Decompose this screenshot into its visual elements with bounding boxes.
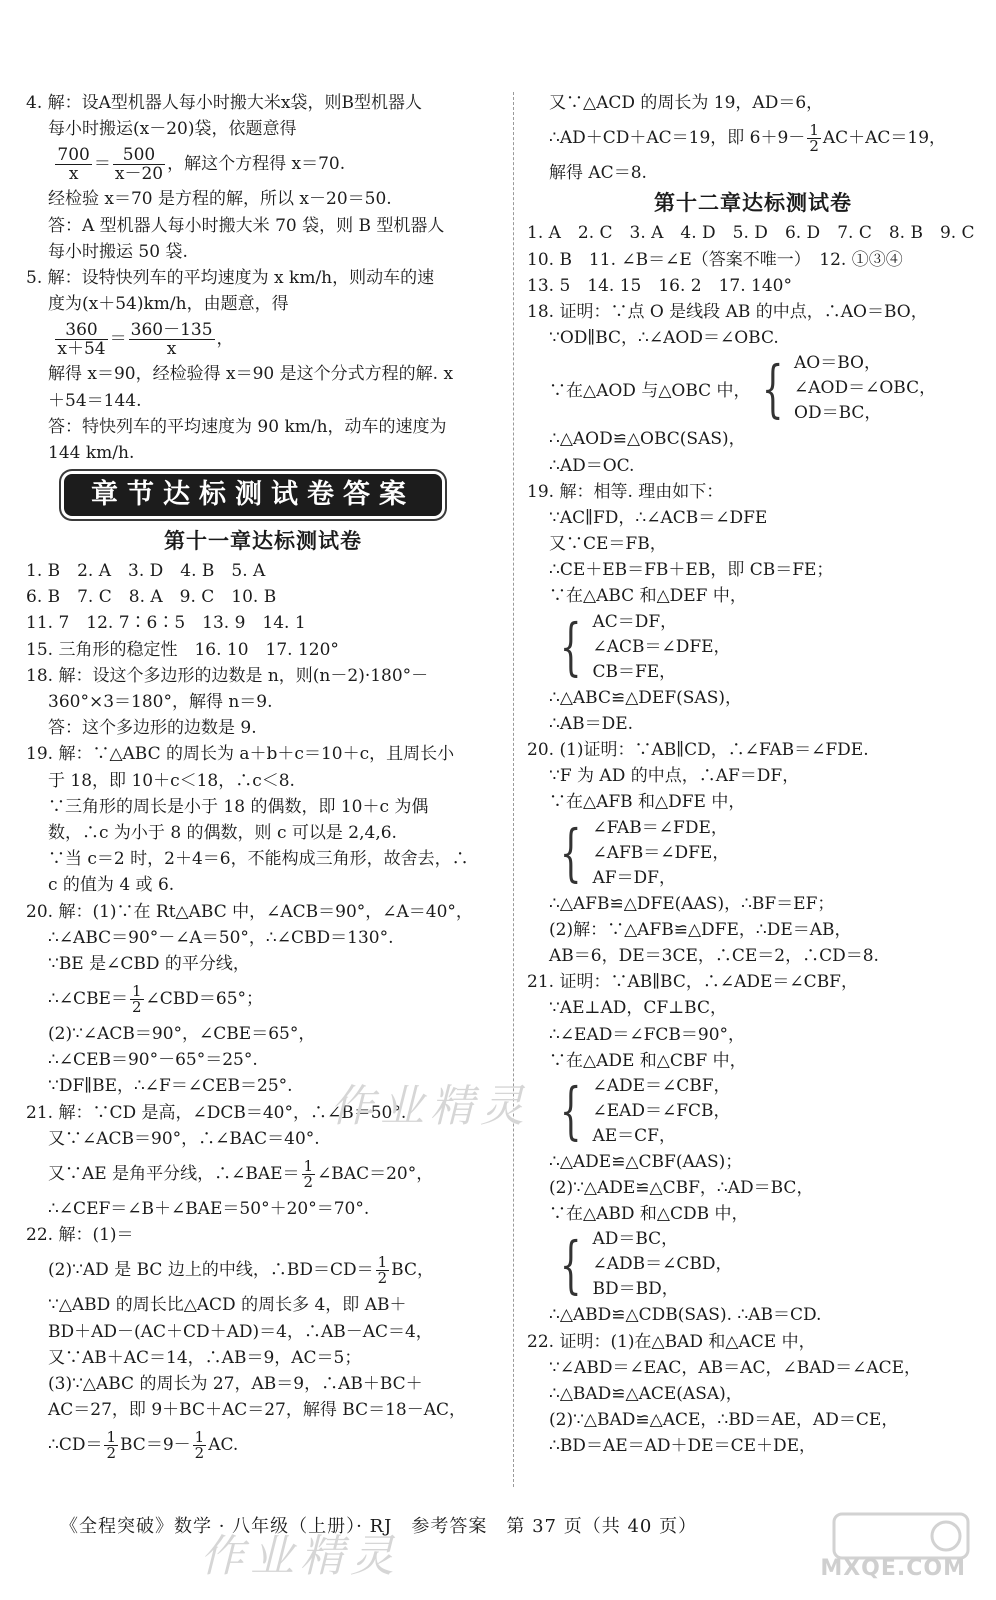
q20-line-7: ∵DF∥BE，∴∠F＝∠CEB＝25°. [48,1076,293,1097]
q18-line-3: 答：这个多边形的边数是 9. [48,718,257,739]
q21-line-4: ∴∠CEF＝∠B＋∠BAE＝50°＋20°＝70°. [48,1199,370,1219]
q22-line-5: 又∵AB＋AC＝14，∴AB＝9，AC＝5； [48,1347,362,1368]
p21-line-4: ∵在△ADE 和△CBF 中， [549,1050,747,1071]
q22-line-3: ∵△ABD 的周长比△ACD 的周长多 4，即 AB＋ [48,1295,407,1316]
p19-line-7: ∴AB＝DE. [549,713,634,734]
q4-line-6: 每小时搬运 50 袋. [48,241,188,262]
p21-line-8: ∴△ABD≌△CDB(SAS). ∴AB＝CD. [549,1305,822,1326]
p20-line-4: ∴△AFB≌△DFE(AAS)，∴BF＝EF； [549,893,835,914]
q22-line-6: (3)∵△ABC 的周长为 27，AB＝9，∴AB＋BC＋ [48,1373,423,1394]
q20-line-3: ∵BE 是∠CBD 的平分线， [48,953,250,974]
p21-system-2: { AD＝BC， ∠ADB＝∠CBD， BD＝BD， [559,1227,733,1301]
left-column [26,90,500,1467]
q19-line-3: ∵三角形的周长是小于 18 的偶数，即 10＋c 为偶 [48,796,429,817]
fraction: $\frac{360}{x+54}$ [57,320,106,360]
p21-system-1: { ∠ADE＝∠CBF， ∠EAD＝∠FCB， AE＝CF， [559,1074,731,1148]
q5-line-4: 解得 x＝90，经检验得 x＝90 是这个分式方程的解. x [48,364,454,385]
q22-line-1: 22. 解：(1)＝ [26,1225,134,1246]
p20-line-5: (2)解：∵△AFB≌△DFE，∴DE＝AB， [549,919,852,940]
p20-line-2: ∵F 为 AD 的中点，∴AF＝DF， [549,766,800,787]
p20-line-3: ∵在△AFB 和△DFE 中， [549,792,746,813]
fraction: $\frac{1}{2}$ [106,1428,116,1463]
q5-line-7: 144 km/h. [48,442,135,463]
q18-line-1: 18. 解：设这个多边形的边数是 n，则(n－2)·180°－ [26,665,429,686]
p18-system: ∵在△AOD 与△OBC 中， { AO＝BO， ∠AOD＝∠OBC， OD＝BC， [549,351,937,425]
r-line-2: ∴AD＋CD＋AC＝19，即 6＋9－ $\frac{1}{2}$ AC＋AC＝19， [549,121,947,156]
p22-line-3: ∴△BAD≌△ACE(ASA)， [549,1384,743,1404]
q5-line-5: ＋54＝144. [48,390,142,411]
p19-system: { AC＝DF， ∠ACB＝∠DFE， CB＝FE， [559,610,731,684]
ch12-answers-2: 10. B 11. ∠B＝∠E（答案不唯一） 12. ①③④ [527,249,903,270]
q22-line-2: (2)∵AD 是 BC 边上的中线，∴BD＝CD＝ $\frac{1}{2}$ BC， [48,1253,434,1288]
chapter-11-heading: 第十一章达标测试卷 [164,529,362,554]
fraction: $\frac{700}{x}$ [57,145,90,185]
p22-line-4: (2)∵△BAD≌△ACE，∴BD＝AE，AD＝CE， [549,1410,899,1431]
q18-line-2: 360°×3＝180°，解得 n＝9. [48,692,273,712]
p19-line-6: ∴△ABC≌△DEF(SAS)， [549,687,742,708]
p19-line-5: ∵在△ABC 和△DEF 中， [549,586,747,607]
fraction: $\frac{1}{2}$ [194,1428,205,1463]
fraction: $\frac{1}{2}$ [377,1253,388,1288]
q4-line-1: 4. 解：设A型机器人每小时搬大米x袋，则B型机器人 [26,93,422,113]
fraction: $\frac{1}{2}$ [303,1157,314,1191]
p19-line-1: 19. 解：相等. 理由如下： [527,481,724,502]
q4-line-5: 答：A 型机器人每小时搬大米 70 袋，则 B 型机器人 [48,215,445,236]
watermark-text-bottom: 作业精灵 [200,1531,400,1582]
p22-line-1: 22. 证明：(1)在△BAD 和△ACE 中， [527,1331,816,1352]
fraction: $\frac{500}{x-20}$ [114,145,164,185]
column-divider [513,92,514,1487]
brace-icon: { [559,816,582,890]
p21-line-1: 21. 证明：∵AB∥BC，∴∠ADE＝∠CBF， [527,972,858,993]
q19-line-5: ∵当 c＝2 时，2＋4＝6，不能构成三角形，故舍去，∴ [48,849,469,870]
p21-line-2: ∵AE⊥AD，CF⊥BC， [549,998,728,1019]
p21-line-7: ∵在△ABD 和△CDB 中， [549,1204,749,1225]
brace-icon: { [559,1074,582,1148]
p18-line-5: ∴AD＝OC. [549,455,635,476]
r-line-3: 解得 AC＝8. [549,163,647,184]
p21-line-5: ∴△ADE≌△CBF(AAS)； [549,1151,743,1172]
watermark-logo-text: MXQE.COM [820,1556,966,1581]
p21-line-3: ∴∠EAD＝∠FCB＝90°， [549,1024,746,1045]
p18-line-2: ∵OD∥BC，∴∠AOD＝∠OBC. [549,328,779,349]
q19-line-1: 19. 解：∵△ABC 的周长为 a＋b＋c＝10＋c，且周长小 [26,744,455,765]
q4-line-2: 每小时搬运(x－20)袋，依题意得 [48,119,297,140]
r-line-1: 又∵△ACD 的周长为 19，AD＝6， [549,93,824,113]
fraction: $\frac{1}{2}$ [809,121,819,156]
p19-line-2: ∵AC∥FD，∴∠ACB＝∠DFE [549,507,768,528]
brace-icon: { [761,351,784,425]
q5-line-1: 5. 解：设特快列车的平均速度为 x km/h，则动车的速 [26,267,435,288]
section-banner: 章节达标测试卷答案 [64,474,442,516]
watermark-text: 作业精灵 [330,1081,530,1132]
q22-line-8: ∴CD＝ $\frac{1}{2}$ BC＝9－ $\frac{1}{2}$ AC. [48,1428,239,1463]
p18-line-4: ∴△AOD≌△OBC(SAS)， [549,429,746,450]
q20-line-1: 20. 解：(1)∵在 Rt△ABC 中，∠ACB＝90°，∠A＝40°， [26,901,473,922]
q20-line-2: ∴∠ABC＝90°－∠A＝50°，∴∠CBD＝130°. [48,927,394,948]
chapter-12-heading: 第十二章达标测试卷 [654,191,852,216]
p18-line-1: 18. 证明：∵点 O 是线段 AB 的中点，∴AO＝BO， [527,301,928,322]
fraction: $\frac{1}{2}$ [131,982,142,1017]
q19-line-2: 于 18，即 10＋c＜18，∴c＜8. [48,770,295,791]
p20-system: { ∠FAB＝∠FDE， ∠AFB＝∠DFE， AF＝DF， [559,816,730,890]
q4-equation: $\frac{700}{x}$ ＝ $\frac{500}{x-20}$ ，解这个方程得 x＝70. [57,145,346,185]
answers-row-2: 6. B 7. C 8. A 9. C 10. B [26,587,277,608]
p22-line-2: ∵∠ABD＝∠EAC，AB＝AC，∠BAD＝∠ACE， [549,1357,922,1378]
q5-line-2: 度为(x＋54)km/h，由题意，得 [48,294,289,315]
q21-line-3: 又∵AE 是角平分线，∴∠BAE＝ $\frac{1}{2}$ ∠BAC＝20°， [48,1157,434,1191]
q5-line-6: 答：特快列车的平均速度为 90 km/h，动车的速度为 [48,416,447,437]
fraction: $\frac{360-135}{x}$ [130,320,213,360]
ch12-answers-1: 1. A 2. C 3. A 4. D 5. D 6. D 7. C 8. B 9. C [527,223,975,244]
ch12-answers-3: 13. 5 14. 15 16. 2 17. 140° [527,275,792,296]
p22-line-5: ∴BD＝AE＝AD＋DE＝CE＋DE， [549,1436,817,1457]
q20-line-4: ∴∠CBE＝ $\frac{1}{2}$ ∠CBD＝65°； [48,982,264,1017]
answers-row-1: 1. B 2. A 3. D 4. B 5. A [26,561,266,582]
answers-row-4: 15. 三角形的稳定性 16. 10 17. 120° [26,639,339,660]
page-footer: 《全程突破》数学 · 八年级（上册）· RJ 参考答案 第 37 页（共 40 页） [60,1516,698,1537]
right-column [527,90,979,1460]
p20-line-6: AB＝6，DE＝3CE，∴CE＝2，∴CD＝8. [549,945,879,966]
p20-line-1: 20. (1)证明：∵AB∥CD，∴∠FAB＝∠FDE. [527,740,869,760]
q5-equation: $\frac{360}{x+54}$ ＝ $\frac{360-135}{x}$ ， [57,320,234,360]
q20-line-5: (2)∵∠ACB＝90°，∠CBE＝65°， [48,1024,316,1045]
p21-line-6: (2)∵△ADE≌△CBF，∴AD＝BC， [549,1178,814,1199]
brace-icon: { [559,1227,582,1301]
q22-line-4: BD＋AD－(AC＋CD＋AD)＝4，∴AB－AC＝4， [48,1321,433,1342]
q21-line-2: 又∵∠ACB＝90°，∴∠BAC＝40°. [48,1128,320,1149]
q21-line-1: 21. 解：∵CD 是高，∠DCB＝40°，∴∠B＝50°. [26,1102,407,1123]
q22-line-7: AC＝27，即 9＋BC＋AC＝27，解得 BC＝18－AC， [48,1400,467,1421]
q19-line-6: c 的值为 4 或 6. [48,875,175,896]
p19-line-4: ∴CE＋EB＝FB＋EB，即 CB＝FE； [549,560,834,581]
answers-row-3: 11. 7 12. 7∶6∶5 13. 9 14. 1 [26,613,306,634]
q19-line-4: 数，∴c 为小于 8 的偶数，则 c 可以是 2,4,6. [48,822,397,843]
p19-line-3: 又∵CE＝FB， [549,534,667,555]
q4-line-4: 经检验 x＝70 是方程的解，所以 x－20＝50. [48,189,392,210]
brace-icon: { [559,610,582,684]
q20-line-6: ∴∠CEB＝90°－65°＝25°. [48,1050,258,1071]
